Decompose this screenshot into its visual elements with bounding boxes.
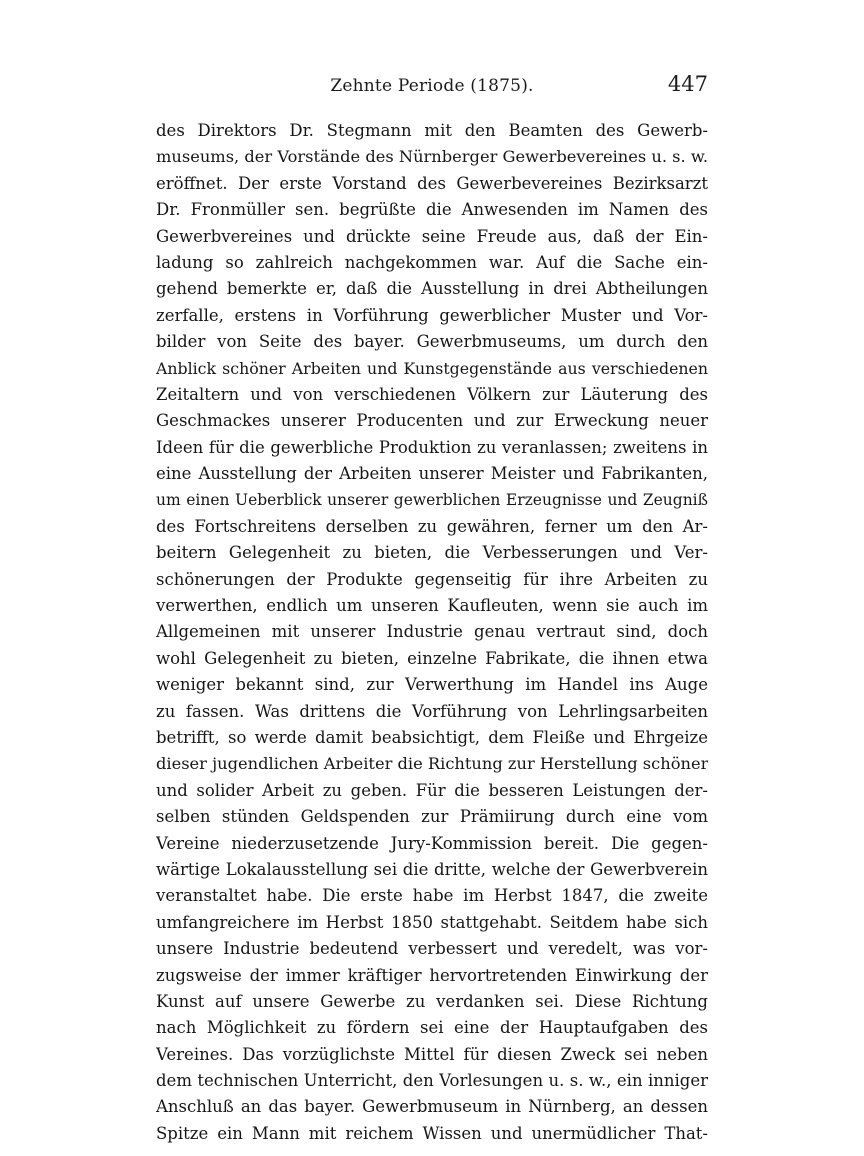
text-line: schönerungen der Produkte gegenseitig für ihre Arbeiten zu bbox=[156, 569, 708, 589]
text-line: selben stünden Geldspenden zur Prämiirung durch eine vom bbox=[156, 807, 708, 827]
text-line: bilder von Seite des bayer. Gewerbmuseums, um durch den bbox=[156, 332, 708, 352]
text-line: Vereine niederzusetzende Jury-Kommission bereit. Die gegen- bbox=[156, 833, 708, 853]
text-line: Ideen für die gewerbliche Produktion zu veranlassen; zweitens in bbox=[156, 437, 708, 457]
page-header bbox=[156, 70, 708, 106]
text-line: nach Möglichkeit zu fördern sei eine der Hauptaufgaben des bbox=[156, 1018, 708, 1038]
text-line: um einen Ueberblick unserer gewerblichen Erzeugnisse und Zeugniß bbox=[156, 491, 708, 510]
text-line: dem technischen Unterricht, den Vorlesungen u. s. w., ein inniger bbox=[156, 1071, 708, 1091]
text-line: des Fortschreitens derselben zu gewähren, ferner um den Ar- bbox=[156, 516, 708, 536]
text-line: gehend bemerkte er, daß die Ausstellung in drei Abtheilungen bbox=[156, 279, 708, 299]
text-line: eröffnet. Der erste Vorstand des Gewerbevereines Bezirksarzt bbox=[156, 173, 708, 193]
text-line: Allgemeinen mit unserer Industrie genau vertraut sind, doch bbox=[156, 622, 708, 642]
text-line: wärtige Lokalausstellung sei die dritte, welche der Gewerbverein bbox=[156, 859, 708, 879]
text-line: und solider Arbeit zu geben. Für die besseren Leistungen der- bbox=[156, 780, 708, 800]
text-line: zu fassen. Was drittens die Vorführung von Lehrlingsarbeiten bbox=[156, 701, 708, 721]
text-line: dieser jugendlichen Arbeiter die Richtung zur Herstellung schöner bbox=[156, 754, 708, 774]
text-line: Gewerbvereines und drückte seine Freude aus, daß der Ein- bbox=[156, 226, 708, 246]
text-line: umfangreichere im Herbst 1850 stattgehabt. Seitdem habe sich bbox=[156, 912, 708, 932]
text-line: Anblick schöner Arbeiten und Kunstgegenstände aus verschiedenen bbox=[156, 358, 708, 378]
text-line: des Direktors Dr. Stegmann mit den Beamten des Gewerb- bbox=[156, 121, 708, 140]
text-line: Geschmackes unserer Producenten und zur Erweckung neuer bbox=[156, 411, 708, 431]
page-number: 447 bbox=[667, 72, 708, 96]
text-line: ladung so zahlreich nachgekommen war. Auf die Sache ein- bbox=[156, 252, 708, 272]
text-line: beitern Gelegenheit zu bieten, die Verbesserungen und Ver- bbox=[156, 543, 708, 563]
text-line: Zeitaltern und von verschiedenen Völkern zur Läuterung des bbox=[156, 384, 708, 404]
text-line: zugsweise der immer kräftiger hervortretenden Einwirkung der bbox=[156, 965, 708, 985]
text-line: Vereines. Das vorzüglichste Mittel für diesen Zweck sei neben bbox=[156, 1044, 708, 1064]
text-line: verwerthen, endlich um unseren Kaufleuten, wenn sie auch im bbox=[156, 596, 708, 616]
text-line: museums, der Vorstände des Nürnberger Gewerbevereines u. s. w. bbox=[156, 147, 708, 167]
body-text bbox=[156, 118, 708, 1147]
text-line: Kunst auf unsere Gewerbe zu verdanken sei. Diese Richtung bbox=[156, 991, 708, 1011]
running-title: Zehnte Periode (1875). bbox=[330, 76, 534, 96]
text-line: wohl Gelegenheit zu bieten, einzelne Fabrikate, die ihnen etwa bbox=[156, 648, 708, 668]
text-line: unsere Industrie bedeutend verbessert und veredelt, was vor- bbox=[156, 939, 708, 959]
text-line: Spitze ein Mann mit reichem Wissen und unermüdlicher That- bbox=[156, 1123, 708, 1143]
text-line: zerfalle, erstens in Vorführung gewerblicher Muster und Vor- bbox=[156, 305, 708, 325]
text-line: eine Ausstellung der Arbeiten unserer Meister und Fabrikanten, bbox=[156, 464, 708, 484]
text-line: weniger bekannt sind, zur Verwerthung im Handel ins Auge bbox=[156, 675, 708, 695]
text-line: Dr. Fronmüller sen. begrüßte die Anwesenden im Namen des bbox=[156, 200, 708, 220]
text-line: veranstaltet habe. Die erste habe im Herbst 1847, die zweite bbox=[156, 886, 708, 906]
text-line: Anschluß an das bayer. Gewerbmuseum in Nürnberg, an dessen bbox=[156, 1097, 708, 1117]
text-line: betrifft, so werde damit beabsichtigt, dem Fleiße und Ehrgeize bbox=[156, 727, 708, 747]
